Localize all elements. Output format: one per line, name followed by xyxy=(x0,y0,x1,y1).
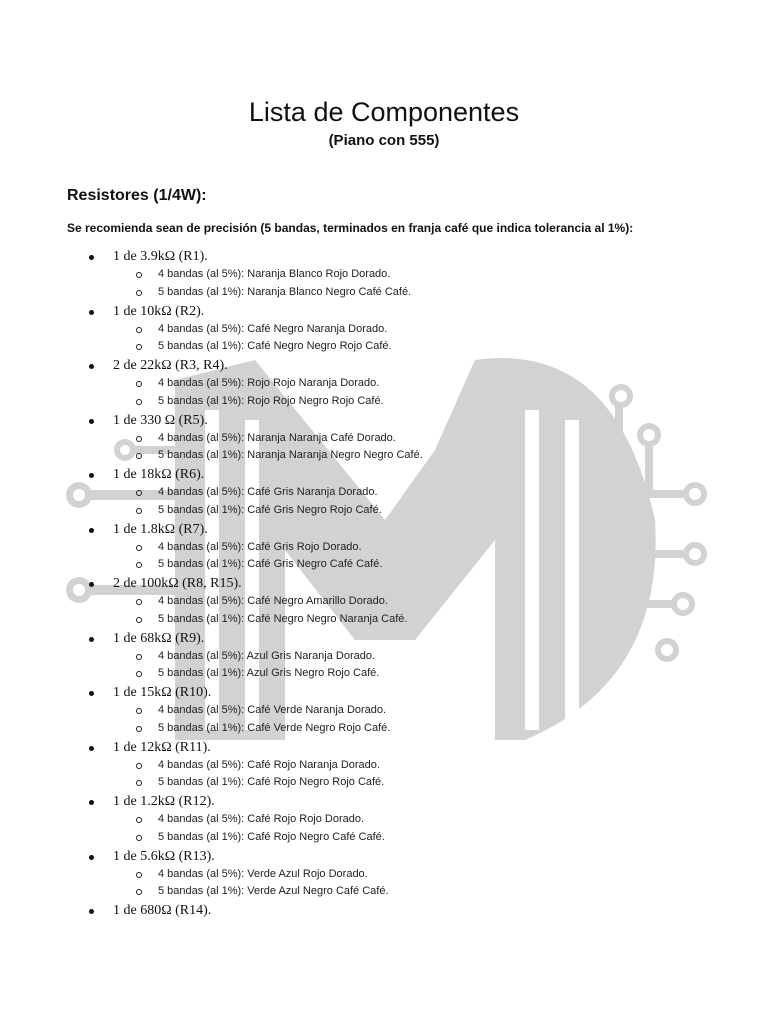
band-list xyxy=(0,866,768,901)
band-item xyxy=(0,284,768,302)
band-text: 4 bandas (al 5%): Azul Gris Naranja Dorado. xyxy=(158,649,376,662)
band-text: 4 bandas (al 5%): Rojo Rojo Naranja Dorado. xyxy=(158,377,380,389)
band-text: 5 bandas (al 1%): Naranja Naranja Negro Negro Café. xyxy=(158,449,423,461)
band-text: 4 bandas (al 5%): Café Rojo Naranja Dorado. xyxy=(158,758,380,771)
resistor-line xyxy=(0,684,768,702)
band-item xyxy=(0,539,768,557)
resistor-line xyxy=(0,357,768,375)
circle-bullet-icon xyxy=(136,780,142,786)
band-text: 4 bandas (al 5%): Café Rojo Rojo Dorado. xyxy=(158,813,365,825)
band-list xyxy=(0,430,768,465)
list-item xyxy=(0,248,768,303)
list-item xyxy=(0,357,768,412)
resistor-line xyxy=(0,793,768,811)
bullet-dot-icon xyxy=(89,310,94,315)
circle-bullet-icon xyxy=(136,381,142,387)
band-item xyxy=(0,556,768,574)
page-subtitle: (Piano con 555) xyxy=(328,132,440,149)
band-text: 5 bandas (al 1%): Café Rojo Negro Rojo Café. xyxy=(158,776,385,788)
circle-bullet-icon xyxy=(136,399,142,405)
circle-bullet-icon xyxy=(136,889,142,895)
bullet-dot-icon xyxy=(89,691,94,696)
band-text: 5 bandas (al 1%): Naranja Blanco Negro Café Café. xyxy=(158,285,412,298)
list-item xyxy=(0,303,768,358)
bullet-dot-icon xyxy=(89,473,94,478)
band-item xyxy=(0,811,768,829)
resistor-line xyxy=(0,466,768,484)
circle-bullet-icon xyxy=(136,562,142,568)
circle-bullet-icon xyxy=(136,671,142,677)
band-item xyxy=(0,829,768,847)
circle-bullet-icon xyxy=(136,508,142,514)
band-text: 4 bandas (al 5%): Café Gris Naranja Dorado. xyxy=(158,486,378,498)
band-list xyxy=(0,811,768,846)
resistor-label: 1 de 1.2kΩ (R12). xyxy=(113,794,215,809)
resistor-label: 1 de 3.9kΩ (R1). xyxy=(113,249,208,264)
band-item xyxy=(0,484,768,502)
page-title: Lista de Componentes xyxy=(248,97,520,127)
band-text: 5 bandas (al 1%): Café Negro Negro Rojo Café. xyxy=(158,340,392,352)
resistor-label: 1 de 68kΩ (R9). xyxy=(113,630,205,646)
circle-bullet-icon xyxy=(136,545,142,551)
circle-bullet-icon xyxy=(136,835,142,841)
list-item xyxy=(0,521,768,576)
resistor-label: 1 de 680Ω (R14). xyxy=(113,903,212,918)
list-item xyxy=(0,684,768,739)
list-item xyxy=(0,793,768,848)
list-item xyxy=(0,848,768,903)
band-text: 4 bandas (al 5%): Naranja Naranja Café Dorado. xyxy=(158,431,396,444)
list-item xyxy=(0,412,768,467)
list-item xyxy=(0,630,768,685)
band-text: 4 bandas (al 5%): Café Negro Naranja Dorado. xyxy=(158,322,388,335)
list-item xyxy=(0,575,768,630)
circle-bullet-icon xyxy=(136,272,142,278)
resistor-label: 1 de 5.6kΩ (R13). xyxy=(113,848,215,864)
bullet-dot-icon xyxy=(89,419,94,424)
band-list xyxy=(0,539,768,574)
circle-bullet-icon xyxy=(136,726,142,732)
bullet-dot-icon xyxy=(89,255,94,260)
band-text: 5 bandas (al 1%): Café Gris Negro Rojo Café. xyxy=(158,503,382,516)
band-text: 4 bandas (al 5%): Café Gris Rojo Dorado. xyxy=(158,540,362,553)
band-list xyxy=(0,266,768,301)
band-text: 4 bandas (al 5%): Naranja Blanco Rojo Dorado. xyxy=(158,268,391,280)
band-item xyxy=(0,702,768,720)
resistor-line xyxy=(0,848,768,866)
list-item xyxy=(0,902,768,922)
resistor-label: 2 de 100kΩ (R8, R15). xyxy=(113,576,242,591)
circle-bullet-icon xyxy=(136,617,142,623)
bullet-dot-icon xyxy=(89,528,94,533)
section-title: Resistores (1/4W): xyxy=(67,187,207,204)
bullet-dot-icon xyxy=(89,364,94,369)
band-text: 5 bandas (al 1%): Rojo Rojo Negro Rojo Café. xyxy=(158,394,384,407)
circle-bullet-icon xyxy=(136,290,142,296)
resistor-line xyxy=(0,739,768,757)
resistor-label: 2 de 22kΩ (R3, R4). xyxy=(113,358,228,373)
band-text: 4 bandas (al 5%): Verde Azul Rojo Dorado. xyxy=(158,867,368,880)
band-item xyxy=(0,430,768,448)
band-item xyxy=(0,593,768,611)
band-item xyxy=(0,321,768,339)
circle-bullet-icon xyxy=(136,654,142,660)
band-list xyxy=(0,757,768,792)
band-list xyxy=(0,593,768,628)
band-item xyxy=(0,774,768,792)
resistor-label: 1 de 1.8kΩ (R7). xyxy=(113,521,208,537)
band-item xyxy=(0,447,768,465)
bullet-dot-icon xyxy=(89,800,94,805)
resistor-line xyxy=(0,412,768,430)
resistor-line xyxy=(0,248,768,266)
resistor-label: 1 de 12kΩ (R11). xyxy=(113,739,211,755)
resistor-label: 1 de 18kΩ (R6). xyxy=(113,467,205,482)
band-text: 5 bandas (al 1%): Verde Azul Negro Café Café. xyxy=(158,885,389,897)
circle-bullet-icon xyxy=(136,763,142,769)
band-item xyxy=(0,648,768,666)
band-list xyxy=(0,321,768,356)
band-item xyxy=(0,375,768,393)
circle-bullet-icon xyxy=(136,436,142,442)
circle-bullet-icon xyxy=(136,453,142,459)
band-text: 5 bandas (al 1%): Café Rojo Negro Café Café. xyxy=(158,830,385,843)
bullet-dot-icon xyxy=(89,637,94,642)
band-item xyxy=(0,866,768,884)
band-list xyxy=(0,648,768,683)
band-item xyxy=(0,502,768,520)
band-list xyxy=(0,702,768,737)
resistor-line xyxy=(0,902,768,920)
band-item xyxy=(0,393,768,411)
band-text: 5 bandas (al 1%): Café Negro Negro Naranja Café. xyxy=(158,612,408,625)
band-text: 4 bandas (al 5%): Café Negro Amarillo Dorado. xyxy=(158,595,388,607)
circle-bullet-icon xyxy=(136,817,142,823)
band-item xyxy=(0,266,768,284)
resistor-line xyxy=(0,521,768,539)
band-list xyxy=(0,484,768,519)
resistor-line xyxy=(0,303,768,321)
bullet-dot-icon xyxy=(89,582,94,587)
recommendation-text: Se recomienda sean de precisión (5 bandas, terminados en franja café que indica tolerancia al 1%): xyxy=(67,221,634,235)
band-text: 5 bandas (al 1%): Azul Gris Negro Rojo Café. xyxy=(158,667,380,679)
band-item xyxy=(0,720,768,738)
band-text: 5 bandas (al 1%): Café Gris Negro Café Café. xyxy=(158,558,383,570)
resistor-line xyxy=(0,575,768,593)
circle-bullet-icon xyxy=(136,708,142,714)
band-list xyxy=(0,375,768,410)
bullet-dot-icon xyxy=(89,909,94,914)
resistor-label: 1 de 10kΩ (R2). xyxy=(113,303,205,319)
band-item xyxy=(0,611,768,629)
circle-bullet-icon xyxy=(136,344,142,350)
circle-bullet-icon xyxy=(136,327,142,333)
band-text: 5 bandas (al 1%): Café Verde Negro Rojo Café. xyxy=(158,721,391,734)
band-item xyxy=(0,757,768,775)
resistor-line xyxy=(0,630,768,648)
circle-bullet-icon xyxy=(136,872,142,878)
band-text: 4 bandas (al 5%): Café Verde Naranja Dorado. xyxy=(158,704,387,716)
resistor-list xyxy=(0,248,768,922)
list-item xyxy=(0,739,768,794)
circle-bullet-icon xyxy=(136,599,142,605)
band-item xyxy=(0,338,768,356)
resistor-label: 1 de 15kΩ (R10). xyxy=(113,685,212,700)
bullet-dot-icon xyxy=(89,746,94,751)
resistor-label: 1 de 330 Ω (R5). xyxy=(113,412,208,428)
bullet-dot-icon xyxy=(89,855,94,860)
band-item xyxy=(0,883,768,901)
circle-bullet-icon xyxy=(136,490,142,496)
list-item xyxy=(0,466,768,521)
band-item xyxy=(0,665,768,683)
